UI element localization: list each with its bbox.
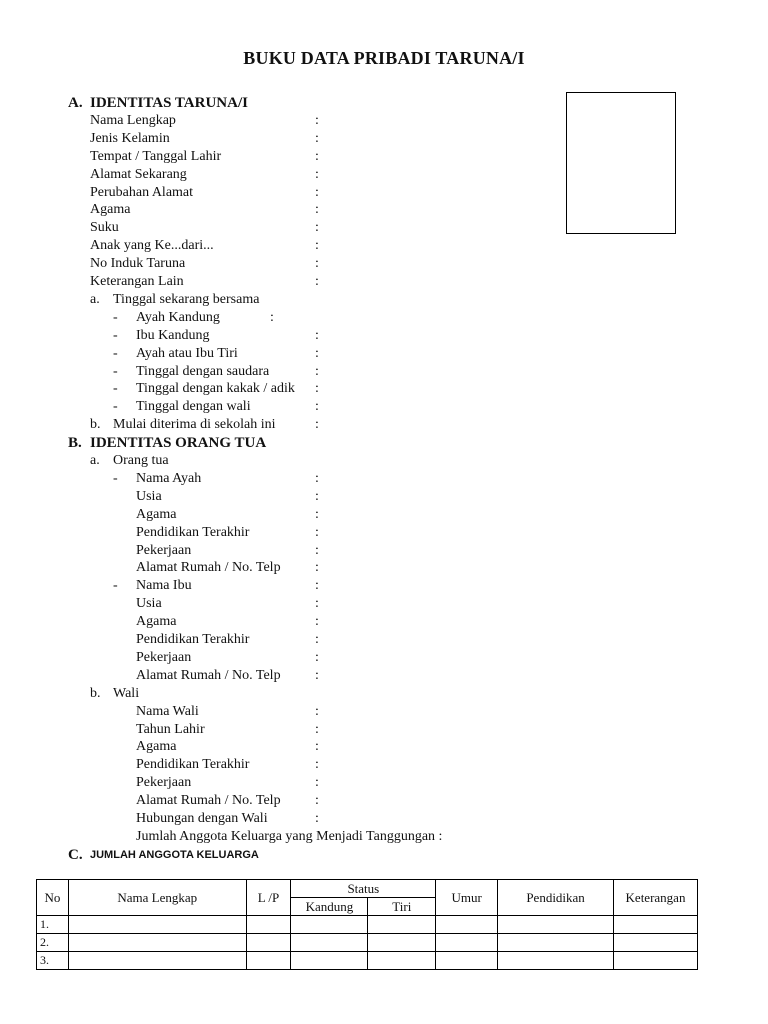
family-table [36,879,698,970]
field-label: Alamat Rumah / No. Telp [136,560,281,576]
field-label: Jenis Kelamin [90,130,170,146]
header-kandung: Kandung [291,898,368,916]
row-number: 3. [37,952,69,970]
sub-marker: a. [90,291,100,307]
table-cell [368,934,436,952]
field-colon: : [315,381,319,397]
header-status: Status [291,880,436,898]
dash-marker: - [113,578,118,594]
field-colon: : [315,703,319,719]
field-colon: : [315,811,319,826]
table-cell [498,934,614,952]
field-colon: : [315,524,319,540]
table-cell [436,934,498,952]
father-field [0,470,768,488]
header-education: Pendidikan [498,880,614,916]
field-label: Tahun Lahir [136,721,205,737]
table-cell [498,952,614,970]
field-label: Pendidikan Terakhir [136,524,250,540]
row-number: 1. [37,916,69,934]
table-cell [368,952,436,970]
father-field [0,506,768,524]
father-field [0,559,768,577]
field-label: Tinggal dengan kakak / adik [136,381,295,397]
header-tiri: Tiri [368,898,436,916]
field-label: No Induk Taruna [90,256,186,272]
field-colon: : [315,130,319,146]
guardian-field [0,738,768,756]
field-label: Perubahan Alamat [90,184,194,200]
student-field [0,112,768,130]
field-colon: : [315,238,319,254]
field-label: Tinggal dengan saudara [136,363,270,379]
field-colon: : [315,202,319,218]
field-colon: : [315,345,319,361]
field-label: Alamat Sekarang [90,166,187,182]
sub-label: Mulai diterima di sekolah ini [113,417,276,433]
section-b-header [0,434,768,452]
section-title: JUMLAH ANGGOTA KELUARGA [90,848,259,861]
section-a-header [0,94,768,112]
father-field [0,524,768,542]
table-cell [436,916,498,934]
field-label: Pendidikan Terakhir [136,632,250,647]
field-label: Pekerjaan [136,775,192,791]
student-field [0,166,768,184]
table-cell [613,934,697,952]
field-colon: : [315,560,319,576]
student-field [0,148,768,166]
field-label: Ayah atau Ibu Tiri [136,345,238,361]
table-cell [498,916,614,934]
field-colon: : [315,757,319,773]
field-label: Ayah Kandung [136,309,220,325]
student-field [0,273,768,291]
table-cell [613,916,697,934]
guardian-field [0,810,768,828]
field-label: Pendidikan Terakhir [136,757,250,773]
field-label: Tempat / Tanggal Lahir [90,148,222,164]
sub-marker: b. [90,685,101,701]
mother-field [0,649,768,667]
living-with-header [0,291,768,309]
field-label: Anak yang Ke...dari... [90,238,214,254]
table-row [37,952,698,970]
field-colon: : [315,256,319,272]
table-cell [291,934,368,952]
table-cell [246,934,291,952]
field-colon: : [315,596,319,612]
mother-field [0,613,768,631]
field-label: Agama [136,739,177,755]
table-cell [246,952,291,970]
field-colon: : [270,309,274,325]
field-colon: : [315,614,319,630]
field-label: Nama Ayah [136,470,202,486]
field-label: Alamat Rumah / No. Telp [136,793,281,809]
sub-label: Tinggal sekarang bersama [113,291,260,307]
table-cell [246,916,291,934]
field-colon: : [315,274,319,289]
table-cell [291,952,368,970]
living-with-item [0,327,768,345]
field-colon: : [315,148,319,164]
field-label: Pekerjaan [136,542,192,558]
table-cell [368,916,436,934]
field-colon: : [315,417,319,433]
field-label: Jumlah Anggota Keluarga yang Menjadi Tanggungan : [136,828,443,844]
table-cell [291,916,368,934]
field-colon: : [315,793,319,809]
guardian-field [0,721,768,739]
field-label: Keterangan Lain [90,274,184,289]
dependents-count [0,828,768,846]
mother-field [0,667,768,685]
dash-marker: - [113,309,118,325]
living-with-item [0,363,768,381]
section-letter: A. [68,95,83,111]
guardian-field [0,756,768,774]
dash-marker: - [113,345,118,361]
table-cell [68,934,246,952]
guardian-field [0,792,768,810]
field-label: Nama Ibu [136,578,192,594]
section-c-header [0,846,768,864]
field-colon: : [315,542,319,558]
field-colon: : [315,399,319,415]
field-colon: : [315,775,319,791]
sub-label: Wali [113,685,140,701]
header-age: Umur [436,880,498,916]
sub-marker: b. [90,417,101,433]
table-row [37,916,698,934]
table-cell [68,952,246,970]
field-colon: : [315,184,319,200]
field-label: Usia [136,596,162,612]
section-title: IDENTITAS TARUNA/I [90,95,248,111]
header-name: Nama Lengkap [68,880,246,916]
section-letter: B. [68,435,82,452]
field-label: Agama [136,614,177,630]
dash-marker: - [113,399,118,415]
field-colon: : [315,506,319,522]
table-cell [613,952,697,970]
field-colon: : [315,721,319,737]
accepted-date [0,416,768,434]
table-cell [68,916,246,934]
field-colon: : [315,166,319,182]
field-label: Agama [136,506,177,522]
field-colon: : [315,220,319,236]
guardian-field [0,703,768,721]
student-field [0,237,768,255]
field-label: Hubungan dengan Wali [136,811,268,826]
field-colon: : [315,578,319,594]
section-letter: C. [68,846,83,863]
field-colon: : [315,739,319,755]
field-label: Alamat Rumah / No. Telp [136,667,281,683]
field-colon: : [315,112,319,128]
student-field [0,184,768,202]
living-with-item [0,398,768,416]
living-with-item [0,380,768,398]
sub-marker: a. [90,453,100,468]
field-label: Ibu Kandung [136,327,210,343]
dash-marker: - [113,381,118,397]
student-field [0,255,768,273]
field-label: Suku [90,220,119,236]
table-row [37,934,698,952]
father-field [0,542,768,560]
header-no: No [37,880,69,916]
field-colon: : [315,632,319,647]
living-with-item [0,345,768,363]
field-label: Usia [136,488,162,504]
field-label: Pekerjaan [136,649,192,665]
dash-marker: - [113,470,118,486]
field-label: Tinggal dengan wali [136,399,251,415]
guardian-header [0,685,768,703]
father-field [0,488,768,506]
field-colon: : [315,470,319,486]
page-title: BUKU DATA PRIBADI TARUNA/I [243,48,525,68]
row-number: 2. [37,934,69,952]
mother-field [0,577,768,595]
mother-field [0,631,768,649]
student-field [0,201,768,219]
field-label: Nama Lengkap [90,112,176,128]
sub-label: Orang tua [113,453,169,468]
section-title: IDENTITAS ORANG TUA [90,435,267,452]
dash-marker: - [113,363,118,379]
field-label: Nama Wali [136,703,199,719]
student-field [0,219,768,237]
student-field [0,130,768,148]
field-colon: : [315,327,319,343]
parents-header [0,452,768,470]
field-colon: : [315,363,319,379]
field-label: Agama [90,202,131,218]
table-cell [436,952,498,970]
mother-field [0,595,768,613]
field-colon: : [315,649,319,665]
field-colon: : [315,667,319,683]
header-notes: Keterangan [613,880,697,916]
dash-marker: - [113,327,118,343]
field-colon: : [315,488,319,504]
living-with-item [0,309,768,327]
header-sex: L /P [246,880,291,916]
guardian-field [0,774,768,792]
